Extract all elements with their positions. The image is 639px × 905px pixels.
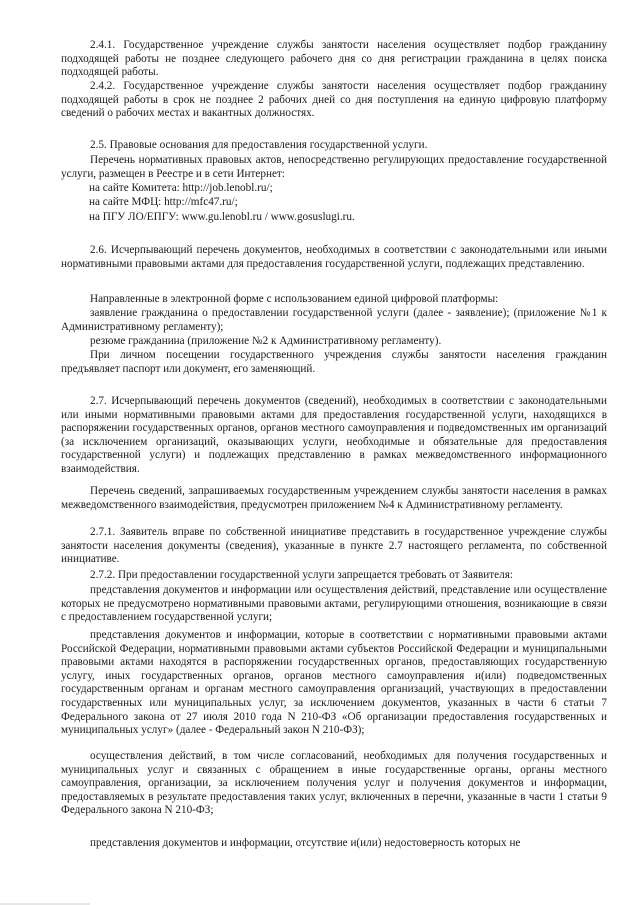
paragraph-2-6-resume: резюме гражданина (приложение №2 к Административному регламенту). [90, 335, 442, 347]
link-committee-site[interactable]: на сайте Комитета: http://job.lenobl.ru/; [89, 182, 273, 194]
paragraph-2-7-1: 2.7.1. Заявитель вправе по собственной инициативе представить в государственное учреждение службы занятости населения документы (сведения), указанные в пункте 2.7 настоящего регламента, по собственной инициативе. [61, 526, 607, 566]
paragraph-2-7-2: 2.7.2. При предоставлении государственной услуги запрещается требовать от Заявителя: [90, 569, 513, 581]
paragraph-2-7-2-a: представления документов и информации или осуществления действий, представление или осуществление которых не предусмотрено нормативными правовыми актами, регулирующими отношения, возникающие в связи с предоставлением государственной услуги; [61, 584, 607, 624]
link-mfc-site[interactable]: на сайте МФЦ: http://mfc47.ru/; [89, 196, 238, 208]
paragraph-2-6-personal: При личном посещении государственного учреждения службы занятости населения гражданин предъявляет паспорт или документ, его заменяющий. [61, 349, 607, 375]
paragraph-2-5-title: 2.5. Правовые основания для предоставления государственной услуги. [90, 139, 428, 151]
paragraph-2-6: 2.6. Исчерпывающий перечень документов, необходимых в соответствии с законодательными или иными нормативными правовыми актами для предоставления государственной услуги, подлежащих представлению. [61, 244, 607, 270]
link-pgu-site[interactable]: на ПГУ ЛО/ЕПГУ: www.gu.lenobl.ru / www.gosuslugi.ru. [89, 211, 355, 223]
paragraph-2-7: 2.7. Исчерпывающий перечень документов (сведений), необходимых в соответствии с законодательными или иными нормативными правовыми актами для предоставления государственной услуги, находящихся в распоряжении государственных органов, органов местного самоуправления и подведомственных им организаций (за исключением организаций, оказывающих услуги, необходимые и обязательные для предоставления государственной услуги) и подлежащих представлению в рамках межведомственного информационного взаимодействия. [61, 395, 607, 475]
paragraph-2-4-2: 2.4.2. Государственное учреждение службы занятости населения осуществляет подбор гражданину подходящей работы в срок не позднее 2 рабочих дней со дня поступления на единую цифровую платформу сведений о рабочих местах и вакантных должностях. [61, 80, 607, 120]
paragraph-2-6-electronic: Направленные в электронной форме с использованием единой цифровой платформы: [90, 293, 499, 305]
paragraph-2-7-list: Перечень сведений, запрашиваемых государственным учреждением службы занятости населения в рамках межведомственного взаимодействия, предусмотрен приложением №4 к Административному регламенту. [61, 485, 607, 511]
paragraph-2-6-application: заявление гражданина о предоставлении государственной услуги (далее - заявление); (приложение №1 к Административному регламенту); [61, 307, 607, 333]
paragraph-2-7-2-d: представления документов и информации, отсутствие и(или) недостоверность которых не [90, 837, 521, 849]
paragraph-2-7-2-c: осуществления действий, в том числе согласований, необходимых для получения государственных и муниципальных услуг и связанных с обращением в иные государственные органы, органы местного самоуправления, организации, за исключением получения услуг и получения документов и информации, предоставляемых в результате предоставления таких услуг, включенных в перечни, указанные в части 1 статьи 9 Федерального закона N 210-ФЗ; [61, 750, 607, 817]
paragraph-2-7-2-b: представления документов и информации, которые в соответствии с нормативными правовыми актами Российской Федерации, нормативными правовыми актами субъектов Российской Федерации и муниципальными правовыми актами находятся в распоряжении государственных органов, предоставляющих государственную услугу, иных государственных органов, органов местного самоуправления и(или) подведомственных государственным органам и органам местного самоуправления организаций, участвующих в предоставлении государственных или муниципальных услуг, за исключением документов, указанных в части 6 статьи 7 Федерального закона от 27 июля 2010 года N 210-ФЗ «Об организации предоставления государственных и муниципальных услуг» (далее - Федеральный закон N 210-ФЗ); [61, 629, 607, 737]
paragraph-2-4-1: 2.4.1. Государственное учреждение службы занятости населения осуществляет подбор гражданину подходящей работы не позднее следующего рабочего дня со дня регистрации гражданина в целях поиска подходящей работы. [61, 39, 607, 79]
paragraph-2-5-text: Перечень нормативных правовых актов, непосредственно регулирующих предоставление государственной услуги, размещен в Реестре и в сети Интернет: [61, 154, 607, 180]
